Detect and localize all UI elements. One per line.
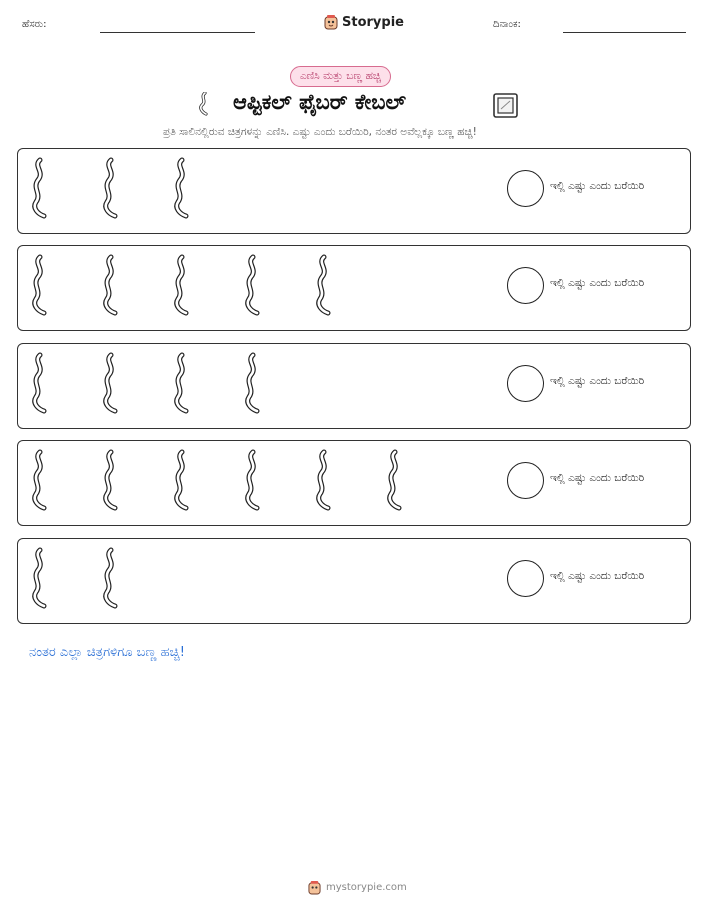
date-field-line[interactable] [563, 32, 686, 33]
answer-label: ಇಲ್ಲಿ ಎಷ್ಟು ಎಂದು ಬರೆಯಿರಿ [550, 570, 645, 582]
fiber-cable-icon[interactable] [319, 257, 328, 313]
fiber-cable-icon[interactable] [106, 160, 115, 216]
answer-label: ಇಲ್ಲಿ ಎಷ್ಟು ಎಂದು ಬರೆಯಿರಿ [550, 472, 645, 484]
fiber-images [18, 149, 478, 233]
answer-circle[interactable] [507, 267, 544, 304]
worksheet-title: ಆಪ್ಟಿಕಲ್ ಫೈಬರ್ ಕೇಬಲ್ [233, 90, 406, 114]
date-label: ದಿನಾಂಕ: [493, 19, 521, 30]
fiber-cable-icon[interactable] [106, 550, 115, 606]
name-field-line[interactable] [100, 32, 255, 33]
count-row [17, 245, 691, 331]
fiber-cable-icon[interactable] [177, 257, 186, 313]
fiber-cable-icon[interactable] [35, 452, 44, 508]
brand-logo [324, 14, 404, 30]
answer-circle[interactable] [507, 365, 544, 402]
count-row [17, 343, 691, 429]
answer-circle[interactable] [507, 560, 544, 597]
storypie-logo-icon [308, 880, 321, 895]
fiber-cable-icon[interactable] [35, 355, 44, 411]
fiber-cable-icon[interactable] [106, 355, 115, 411]
fiber-cable-icon[interactable] [177, 452, 186, 508]
fiber-images [18, 246, 478, 330]
fiber-cable-icon[interactable] [35, 550, 44, 606]
fiber-cable-icon[interactable] [390, 452, 399, 508]
answer-label: ಇಲ್ಲಿ ಎಷ್ಟು ಎಂದು ಬರೆಯಿರಿ [550, 180, 645, 192]
footer-site [308, 880, 407, 895]
answer-label: ಇಲ್ಲಿ ಎಷ್ಟು ಎಂದು ಬರೆಯಿರಿ [550, 375, 645, 387]
fiber-cable-icon[interactable] [35, 160, 44, 216]
picture-frame-icon [493, 93, 518, 122]
fiber-images [18, 539, 478, 623]
brand-name: Storypie [342, 14, 404, 30]
count-row [17, 148, 691, 234]
answer-circle[interactable] [507, 462, 544, 499]
activity-badge: ಎಣಿಸಿ ಮತ್ತು ಬಣ್ಣ ಹಚ್ಚಿ [290, 66, 391, 87]
fiber-cable-icon[interactable] [106, 257, 115, 313]
fiber-images [18, 441, 478, 525]
name-label: ಹೆಸರು: [22, 19, 47, 30]
fiber-cable-icon[interactable] [177, 355, 186, 411]
answer-circle[interactable] [507, 170, 544, 207]
fiber-cable-icon[interactable] [319, 452, 328, 508]
fiber-cable-icon[interactable] [248, 452, 257, 508]
fiber-cable-icon[interactable] [248, 257, 257, 313]
fiber-images [18, 344, 478, 428]
fiber-cable-icon[interactable] [35, 257, 44, 313]
footer-instruction: ನಂತರ ಎಲ್ಲಾ ಚಿತ್ರಗಳಿಗೂ ಬಣ್ಣ ಹಚ್ಚಿ! [29, 645, 185, 660]
fiber-cable-icon[interactable] [106, 452, 115, 508]
site-url: mystorypie.com [326, 882, 407, 893]
fiber-cable-icon[interactable] [248, 355, 257, 411]
answer-label: ಇಲ್ಲಿ ಎಷ್ಟು ಎಂದು ಬರೆಯಿರಿ [550, 277, 645, 289]
fiber-cable-icon [196, 92, 212, 120]
storypie-logo-icon [324, 14, 338, 30]
count-row [17, 440, 691, 526]
instructions-text: ಪ್ರತಿ ಸಾಲಿನಲ್ಲಿರುವ ಚಿತ್ರಗಳನ್ನು ಎಣಿಸಿ. ಎಷ್ಟು ಎಂದು ಬರೆಯಿರಿ, ನಂತರ ಅವೆಲ್ಲಕ್ಕೂ ಬಣ್ಣ ಹಚ್ಚಿ! [163, 126, 477, 138]
fiber-cable-icon[interactable] [177, 160, 186, 216]
count-row [17, 538, 691, 624]
